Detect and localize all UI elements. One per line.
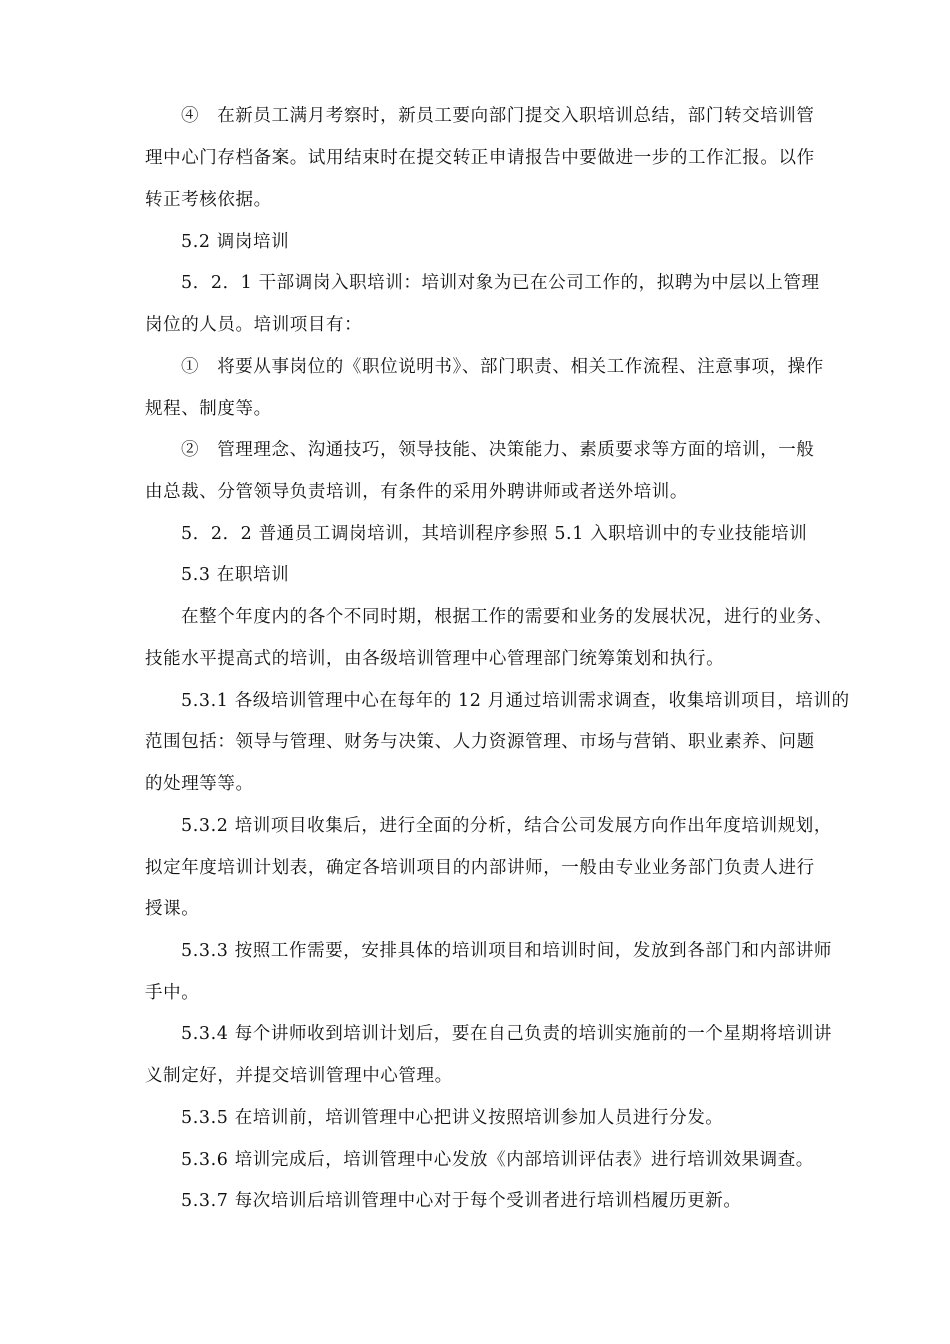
paragraph-line: 授课。	[145, 899, 200, 919]
paragraph-line: 的处理等等。	[145, 774, 254, 794]
paragraph-line: ② 管理理念、沟通技巧，领导技能、决策能力、素质要求等方面的培训，一般	[181, 440, 815, 460]
paragraph-line: 技能水平提高式的培训，由各级培训管理中心管理部门统筹策划和执行。	[145, 649, 725, 669]
paragraph-line: 5.3.7 每次培训后培训管理中心对于每个受训者进行培训档履历更新。	[181, 1191, 742, 1211]
paragraph-line: 义制定好，并提交培训管理中心管理。	[145, 1066, 453, 1086]
paragraph-line: 5.3.6 培训完成后，培训管理中心发放《内部培训评估表》进行培训效果调查。	[181, 1150, 814, 1170]
section-heading: 5.3 在职培训	[181, 565, 290, 585]
paragraph-line: 5.3.2 培训项目收集后，进行全面的分析，结合公司发展方向作出年度培训规划，	[181, 816, 832, 836]
paragraph-line: 5.3.4 每个讲师收到培训计划后，要在自己负责的培训实施前的一个星期将培训讲	[181, 1024, 832, 1044]
paragraph-line: 岗位的人员。培训项目有：	[145, 315, 363, 335]
paragraph-line: 5．2．1 干部调岗入职培训：培训对象为已在公司工作的，拟聘为中层以上管理	[181, 273, 820, 293]
paragraph-line: 规程、制度等。	[145, 399, 272, 419]
paragraph-line: 5．2．2 普通员工调岗培训，其培训程序参照 5.1 入职培训中的专业技能培训	[181, 524, 808, 544]
paragraph-line: ④ 在新员工满月考察时，新员工要向部门提交入职培训总结，部门转交培训管	[181, 106, 815, 126]
paragraph-line: 在整个年度内的各个不同时期，根据工作的需要和业务的发展状况，进行的业务、	[181, 607, 833, 627]
paragraph-line: 5.3.5 在培训前，培训管理中心把讲义按照培训参加人员进行分发。	[181, 1108, 724, 1128]
paragraph-line: 5.3.1 各级培训管理中心在每年的 12 月通过培训需求调查，收集培训项目，培训的	[181, 691, 850, 711]
paragraph-line: 转正考核依据。	[145, 190, 272, 210]
paragraph-line: 范围包括：领导与管理、财务与决策、人力资源管理、市场与营销、职业素养、问题	[145, 732, 815, 752]
section-heading: 5.2 调岗培训	[181, 232, 290, 252]
paragraph-line: 理中心门存档备案。试用结束时在提交转正申请报告中要做进一步的工作汇报。以作	[145, 148, 815, 168]
paragraph-line: 由总裁、分管领导负责培训，有条件的采用外聘讲师或者送外培训。	[145, 482, 688, 502]
paragraph-line: 拟定年度培训计划表，确定各培训项目的内部讲师，一般由专业业务部门负责人进行	[145, 858, 815, 878]
paragraph-line: ① 将要从事岗位的《职位说明书》、部门职责、相关工作流程、注意事项，操作	[181, 357, 824, 377]
paragraph-line: 手中。	[145, 983, 200, 1003]
paragraph-line: 5.3.3 按照工作需要，安排具体的培训项目和培训时间，发放到各部门和内部讲师	[181, 941, 832, 961]
